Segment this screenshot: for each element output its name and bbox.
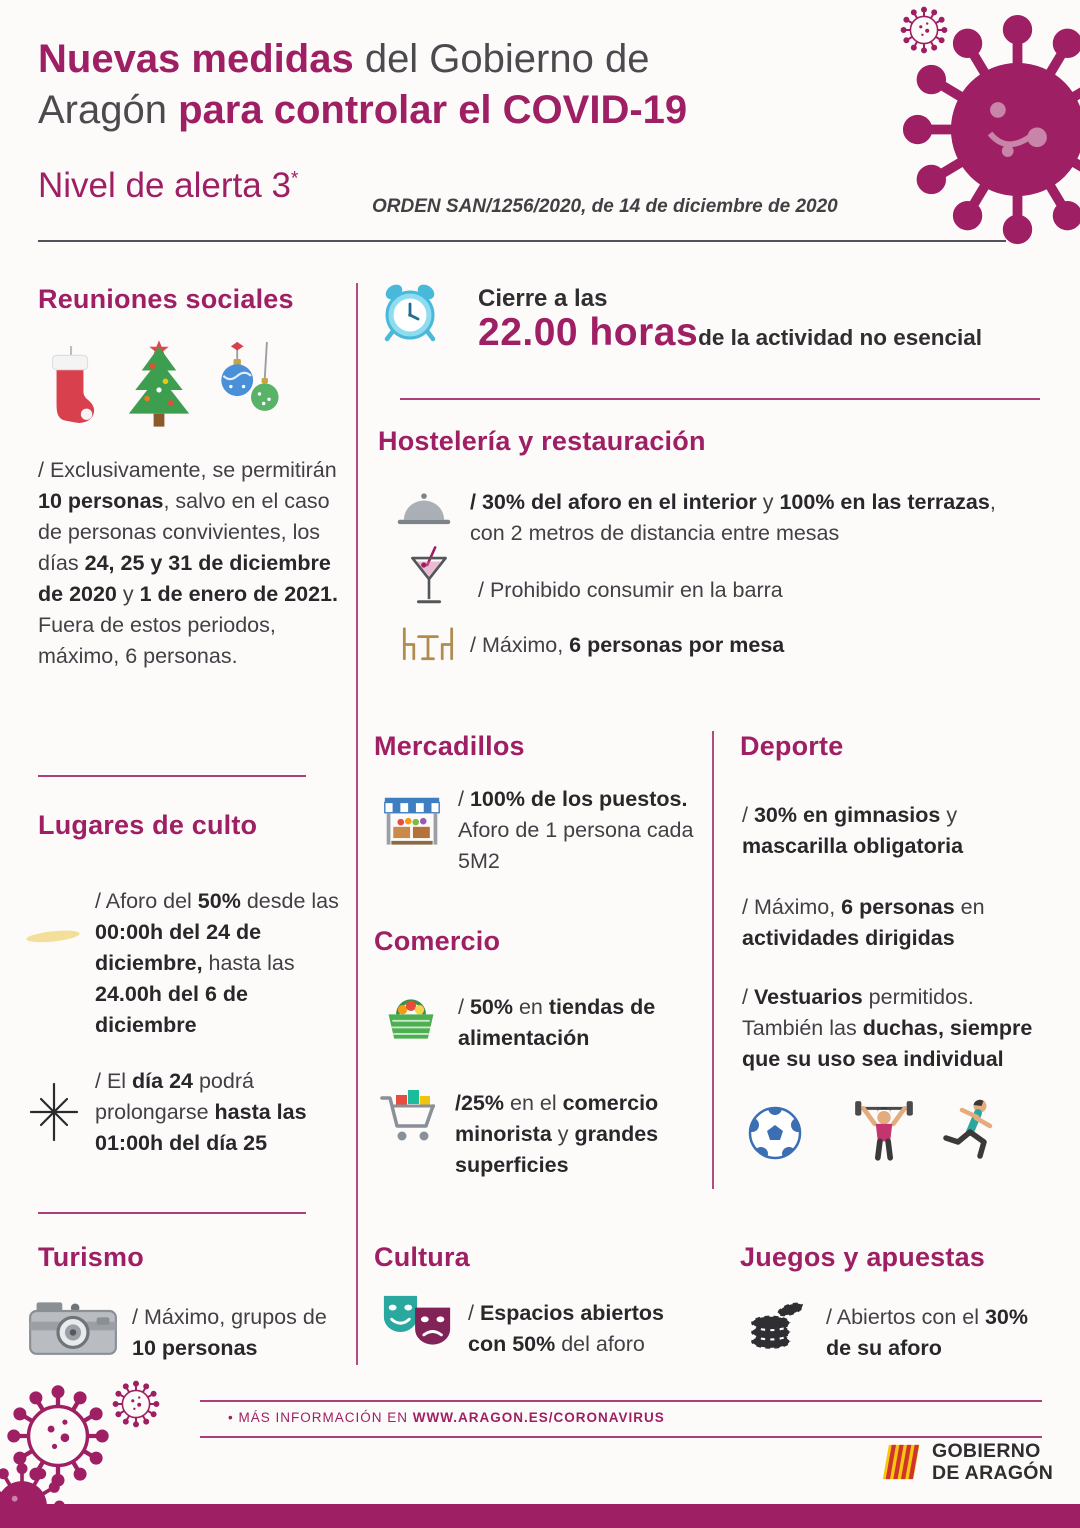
section-divider — [400, 398, 1040, 400]
hosteleria-item-text: / Prohibido consumir en la barra — [478, 578, 783, 602]
mercadillos-item-text: / 100% de los puestos. Aforo de 1 persona cada 5M2 — [458, 787, 694, 873]
juegos-item-text: / Abiertos con el 30% de su aforo — [826, 1305, 1028, 1360]
culto-item-text: / El día 24 podrá prolongarse hasta las 01:00h del día 25 — [95, 1069, 307, 1155]
section-title-reuniones: Reuniones sociales — [38, 284, 294, 314]
section-title-mercadillos: Mercadillos — [374, 731, 525, 761]
poker-chips-icon — [746, 1296, 806, 1352]
section-title-comercio: Comercio — [374, 926, 501, 956]
turismo-item-text: / Máximo, grupos de 10 personas — [132, 1305, 327, 1360]
aragon-flag-icon — [880, 1441, 922, 1483]
deporte-item-text: / Máximo, 6 personas en actividades dirigidas — [742, 895, 985, 950]
theater-masks-icon — [380, 1292, 456, 1352]
order-reference: ORDEN SAN/1256/2020, de 14 de diciembre de 2020 — [372, 196, 838, 217]
section-divider — [38, 1212, 306, 1214]
grocery-basket-icon — [382, 990, 440, 1042]
bottom-accent-bar — [0, 1504, 1080, 1528]
shopping-cart-icon — [378, 1086, 444, 1146]
christmas-stocking-icon — [40, 346, 100, 433]
comercio-item-text: /25% en el comercio minorista y grandes superficies — [455, 1091, 659, 1177]
alert-level — [38, 166, 298, 206]
running-icon — [940, 1096, 998, 1162]
section-title-cultura: Cultura — [374, 1242, 470, 1272]
closing-time-scope: de la actividad no esencial — [698, 325, 983, 350]
alarm-clock-icon — [378, 280, 442, 344]
coronavirus-icon — [900, 6, 948, 54]
christmas-ornaments-icon — [216, 342, 286, 431]
logo-line-2: DE ARAGÓN — [932, 1462, 1054, 1484]
deporte-item-text: / Vestuarios permitidos. También las duchas, siempre que su uso sea individual — [742, 985, 1033, 1071]
section-title-hosteleria: Hostelería y restauración — [378, 426, 706, 456]
coronavirus-icon — [112, 1380, 160, 1428]
page-title — [38, 34, 687, 136]
title-line-1: Nuevas medidas del Gobierno de — [38, 37, 650, 81]
closing-time-value: 22.00 horas — [478, 311, 699, 354]
christmas-tree-icon — [118, 336, 200, 435]
gobierno-de-aragon-logo — [880, 1440, 1053, 1484]
table-chairs-icon — [398, 624, 458, 662]
sparkle-star-icon — [24, 1082, 84, 1142]
header-divider — [38, 240, 1006, 242]
column-divider — [356, 283, 358, 1365]
alert-level-text: Nivel de alerta 3 — [38, 166, 291, 205]
alert-level-asterisk: * — [290, 168, 299, 190]
hosteleria-item-text: / 30% del aforo en el interior y 100% en las terrazas, con 2 metros de distancia entre mesas — [470, 490, 996, 545]
candle-glow-icon — [20, 924, 86, 949]
footer-divider — [200, 1400, 1042, 1402]
title-line-2: Aragón para controlar el COVID-19 — [38, 88, 688, 132]
closing-time-label: Cierre a las — [478, 285, 608, 312]
market-stall-icon — [382, 794, 442, 852]
hosteleria-item-text: / Máximo, 6 personas por mesa — [470, 633, 785, 657]
cultura-item-text: / Espacios abiertos con 50% del aforo — [468, 1301, 664, 1356]
closing-time-line — [478, 311, 982, 355]
cocktail-icon — [408, 544, 450, 609]
weightlifting-icon — [850, 1096, 918, 1164]
culto-item-text: / Aforo del 50% desde las 00:00h del 24 de diciembre, hasta las 24.00h del 6 de diciembre — [95, 889, 339, 1037]
logo-line-1: GOBIERNO — [932, 1440, 1041, 1462]
more-info-link[interactable]: • MÁS INFORMACIÓN EN WWW.ARAGON.ES/CORONAVIRUS — [228, 1410, 665, 1425]
soccer-ball-icon — [748, 1106, 802, 1160]
camera-icon — [28, 1296, 118, 1358]
footer-divider — [200, 1436, 1042, 1438]
column-divider — [712, 731, 714, 1189]
section-title-culto: Lugares de culto — [38, 810, 258, 840]
section-divider — [38, 775, 306, 777]
section-title-deporte: Deporte — [740, 731, 844, 761]
cloche-icon — [396, 490, 452, 530]
comercio-item-text: / 50% en tiendas de alimentación — [458, 995, 656, 1050]
reuniones-body-text: / Exclusivamente, se permitirán 10 personas, salvo en el caso de personas convivientes, los días 24, 25 y 31 de diciembre de 2020 y 1 de enero de 2021. Fuera de estos periodos, máximo, 6 personas. — [38, 458, 338, 668]
section-title-juegos: Juegos y apuestas — [740, 1242, 986, 1272]
deporte-item-text: / 30% en gimnasios y mascarilla obligatoria — [742, 803, 964, 858]
logo-text — [932, 1440, 1053, 1484]
section-title-turismo: Turismo — [38, 1242, 144, 1272]
